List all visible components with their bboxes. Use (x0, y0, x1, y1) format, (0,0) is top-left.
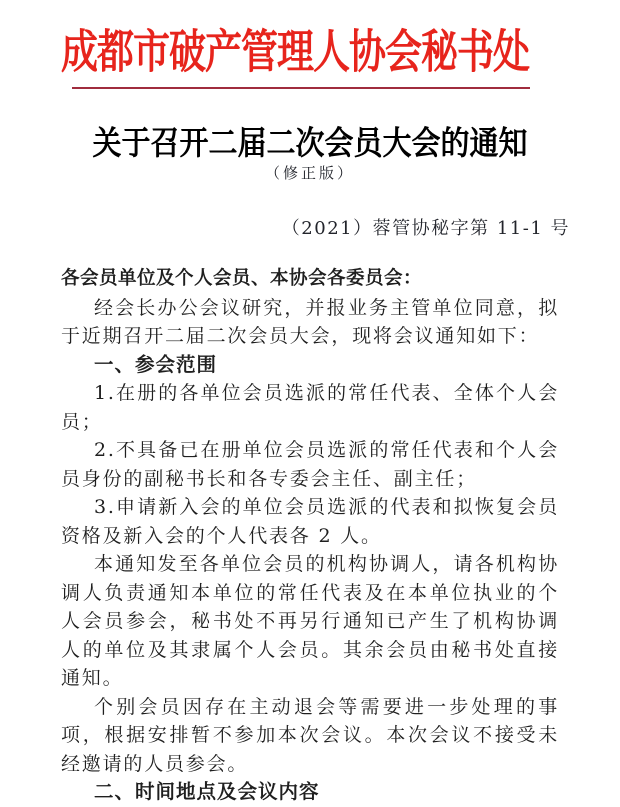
section-heading-participation-scope: 一、参会范围 (94, 352, 218, 376)
section-heading-time-place-content: 二、时间地点及会议内容 (94, 780, 320, 803)
notice-title: 关于召开二届二次会员大会的通知 (92, 123, 528, 162)
exclusion-paragraph: 个别会员因存在主动退会等需要进一步处理的事项，根据安排暂不参加本次会议。本次会议不接受未经邀请的人员参会。 (61, 695, 559, 775)
list-item-2: 2.不具备已在册单位会员选派的常任代表和个人会员身份的副秘书长和各专委会主任、副主任； (61, 439, 559, 490)
letterhead-divider-rule (72, 87, 530, 89)
revision-label: （修正版） (264, 164, 355, 182)
salutation-line: 各会员单位及个人会员、本协会各委员会： (61, 268, 423, 289)
list-item-3: 3.申请新入会的单位会员选派的代表和拟恢复会员资格及新入会的个人代表各 2 人。 (61, 496, 559, 547)
list-item-1: 1.在册的各单位会员选派的常任代表、全体个人会员； (61, 382, 559, 433)
document-number: （2021）蓉管协秘字第 11-1 号 (281, 218, 570, 239)
intro-paragraph: 经会长办公会议研究，并报业务主管单位同意，拟于近期召开二届二次会员大会，现将会议通知如下： (61, 296, 559, 347)
notification-routing-paragraph: 本通知发至各单位会员的机构协调人，请各机构协调人负责通知本单位的常任代表及在本单位执业的个人会员参会，秘书处不再另行通知已产生了机构协调人的单位及其隶属个人会员。其余会员由秘书处直接通知。 (61, 553, 559, 689)
letterhead-org-name: 成都市破产管理人协会秘书处 (61, 25, 529, 79)
notice-body (61, 265, 559, 807)
